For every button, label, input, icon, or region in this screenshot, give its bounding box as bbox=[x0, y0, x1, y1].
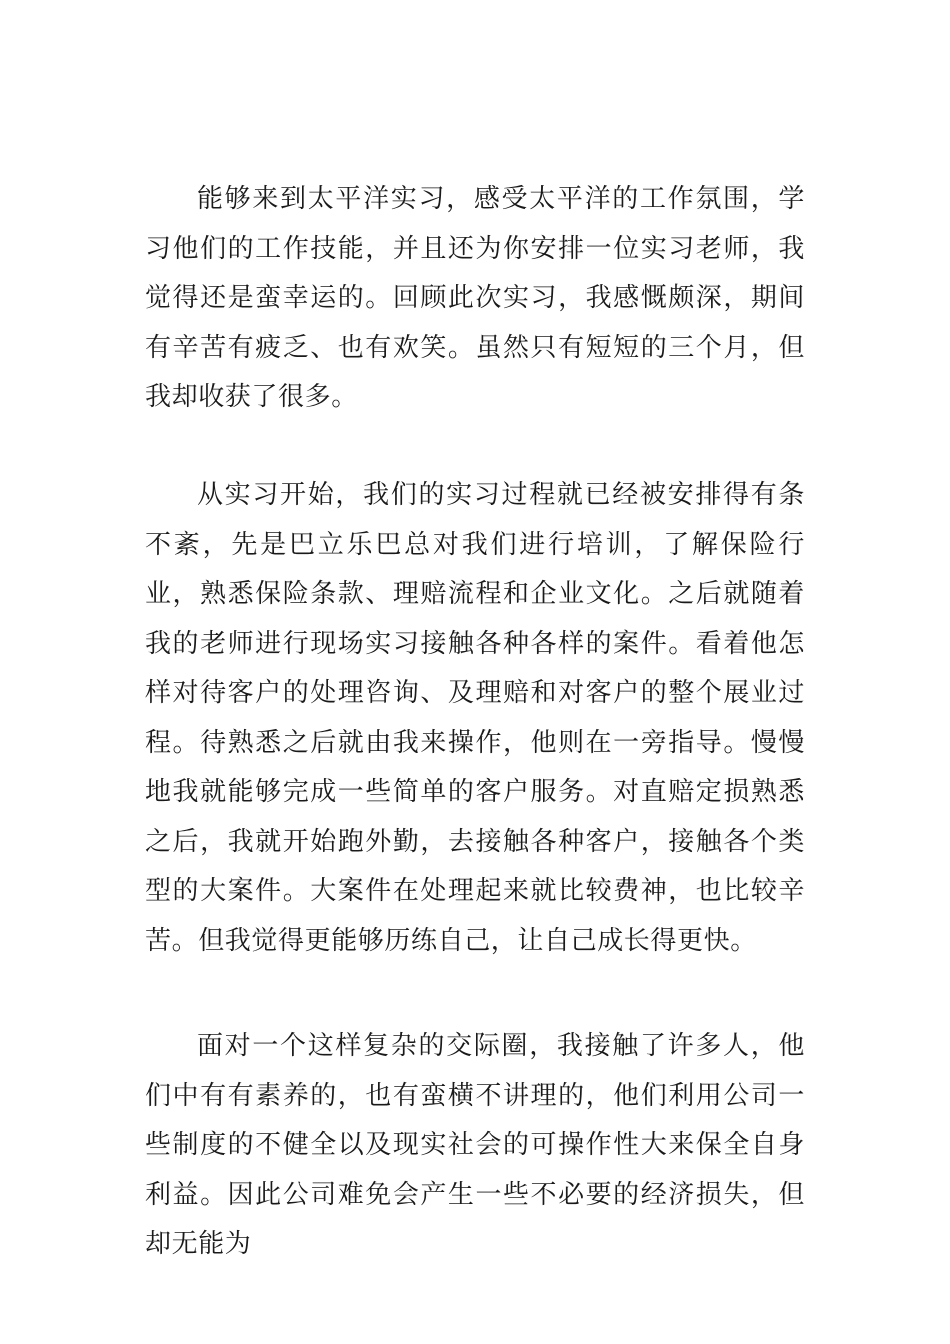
paragraph-1: 能够来到太平洋实习，感受太平洋的工作氛围，学习他们的工作技能，并且还为你安排一位实习老师，我觉得还是蛮幸运的。回顾此次实习，我感慨颇深，期间有辛苦有疲乏、也有欢笑。虽然只有短短的三个月，但我却收获了很多。 bbox=[145, 184, 805, 412]
paragraph-2: 从实习开始，我们的实习过程就已经被安排得有条不紊，先是巴立乐巴总对我们进行培训，了解保险行业，熟悉保险条款、理赔流程和企业文化。之后就随着我的老师进行现场实习接触各种各样的案件。看着他怎样对待客户的处理咨询、及理赔和对客户的整个展业过程。待熟悉之后就由我来操作，他则在一旁指导。慢慢地我就能够完成一些简单的客户服务。对直赔定损熟悉之后，我就开始跑外勤，去接触各种客户，接触各个类型的大案件。大案件在处理起来就比较费神，也比较辛苦。但我觉得更能够历练自己，让自己成长得更快。 bbox=[145, 480, 805, 956]
paragraph-3: 面对一个这样复杂的交际圈，我接触了许多人，他们中有有素养的，也有蛮横不讲理的，他们利用公司一些制度的不健全以及现实社会的可操作性大来保全自身利益。因此公司难免会产生一些不必要的经济损失，但却无能为 bbox=[145, 1031, 805, 1259]
